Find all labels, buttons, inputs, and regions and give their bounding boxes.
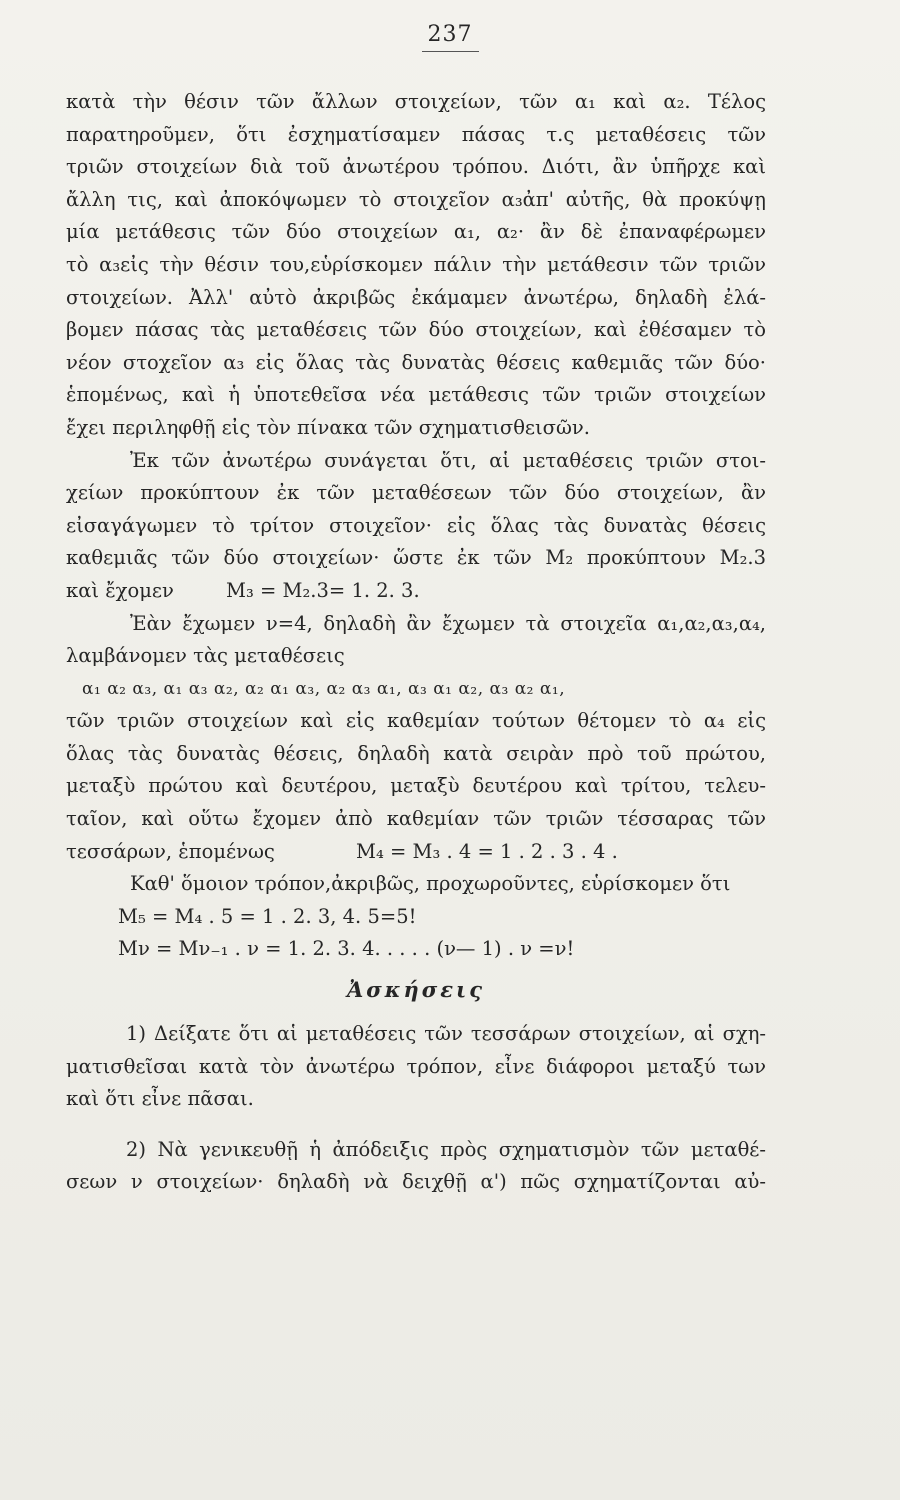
text-line: στοιχείων. Ἀλλ' αὐτὸ ἀκριβῶς ἐκάμαμεν ἀνωτέρω, δηλαδὴ ἐλά- — [66, 285, 766, 309]
formula-line: Mν = Mν₋₁ . ν = 1. 2. 3. 4. . . . . (ν— 1) . ν =ν! — [118, 937, 575, 961]
text-line: Ἐὰν ἔχωμεν ν=4, δηλαδὴ ἂν ἔχωμεν τὰ στοιχεῖα α₁,α₂,α₃,α₄, — [130, 611, 766, 635]
text-line: ὅλας τὰς δυνατὰς θέσεις, δηλαδὴ κατὰ σειρὰν πρὸ τοῦ πρώτου, — [66, 741, 766, 765]
text-line: νέον στοχεῖον α₃ εἰς ὅλας τὰς δυνατὰς θέσεις καθεμιᾶς τῶν δύο· — [66, 350, 766, 374]
text-line: καθεμιᾶς τῶν δύο στοιχείων· ὥστε ἐκ τῶν M₂ προκύπτουν M₂.3 — [66, 546, 766, 570]
text-line: τριῶν στοιχείων διὰ τοῦ ἀνωτέρου τρόπου. Διότι, ἂν ὑπῆρχε καὶ — [66, 155, 766, 179]
text-line: Ἐκ τῶν ἀνωτέρω συνάγεται ὅτι, αἱ μεταθέσεις τριῶν στοι- — [130, 448, 766, 472]
exercise-line: σεων ν στοιχείων· δηλαδὴ νὰ δειχθῇ α') πῶς σχηματίζονται αὐ- — [66, 1170, 766, 1194]
text-line: ταῖον, καὶ οὕτω ἔχομεν ἀπὸ καθεμίαν τῶν τριῶν τέσσαρας τῶν — [66, 807, 766, 831]
text-line: Καθ' ὅμοιον τρόπον,ἀκριβῶς, προχωροῦντες, εὑρίσκομεν ὅτι — [130, 872, 731, 896]
formula: M₄ = M₃ . 4 = 1 . 2 . 3 . 4 . — [356, 839, 618, 863]
text-line: χείων προκύπτουν ἐκ τῶν μεταθέσεων τῶν δύο στοιχείων, ἂν — [66, 481, 766, 505]
exercise-line: 1) Δείξατε ὅτι αἱ μεταθέσεις τῶν τεσσάρων στοιχείων, αἱ σχη- — [126, 1022, 766, 1046]
exercise-line: καὶ ὅτι εἶνε πᾶσαι. — [66, 1087, 254, 1111]
formula-line: M₅ = M₄ . 5 = 1 . 2. 3, 4. 5=5! — [118, 904, 417, 928]
text-line: εἰσαγάγωμεν τὸ τρίτον στοιχεῖον· εἰς ὅλας τὰς δυνατὰς θέσεις — [66, 513, 766, 537]
spacer — [66, 1116, 766, 1134]
body-text — [66, 86, 766, 1199]
formula-label: καὶ ἔχομεν — [66, 578, 174, 602]
text-line: μεταξὺ πρώτου καὶ δευτέρου, μεταξὺ δευτέρου καὶ τρίτου, τελευ- — [66, 774, 766, 798]
formula-label: τεσσάρων, ἑπομένως — [66, 839, 275, 863]
exercise-line: ματισθεῖσαι κατὰ τὸν ἀνωτέρω τρόπον, εἶνε διάφοροι μεταξύ των — [66, 1054, 766, 1078]
text-line: κατὰ τὴν θέσιν τῶν ἄλλων στοιχείων, τῶν α₁ καὶ α₂. Τέλος — [66, 90, 766, 113]
page-number: 237 — [0, 22, 900, 47]
spacer — [66, 1010, 766, 1018]
text-line: παρατηροῦμεν, ὅτι ἐσχηματίσαμεν πάσας τ.ς μεταθέσεις τῶν — [66, 122, 766, 146]
text-line: μία μετάθεσις τῶν δύο στοιχείων α₁, α₂· ἂν δὲ ἐπαναφέρωμεν — [66, 220, 766, 244]
text-line: ἔχει περιληφθῇ εἰς τὸν πίνακα τῶν σχηματισθεισῶν. — [66, 415, 590, 439]
text-line: ἑπομένως, καὶ ἡ ὑποτεθεῖσα νέα μετάθεσις τῶν τριῶν στοιχείων — [66, 383, 766, 407]
exercise-line: 2) Νὰ γενικευθῇ ἡ ἀπόδειξις πρὸς σχηματισμὸν τῶν μεταθέ- — [126, 1137, 766, 1161]
permutations-line: α₁ α₂ α₃, α₁ α₃ α₂, α₂ α₁ α₃, α₂ α₃ α₁, α₃ α₁ α₂, α₃ α₂ α₁, — [82, 678, 566, 699]
text-line: τὸ α₃εἰς τὴν θέσιν του,εὑρίσκομεν πάλιν τὴν μετάθεσιν τῶν τριῶν — [66, 252, 766, 276]
formula-line — [66, 836, 766, 869]
exercises-heading: Ἀσκήσεις — [347, 977, 485, 1003]
formula: M₃ = M₂.3= 1. 2. 3. — [226, 578, 420, 602]
text-line: βομεν πάσας τὰς μεταθέσεις τῶν δύο στοιχείων, καὶ ἐθέσαμεν τὸ — [66, 318, 766, 342]
text-line: λαμβάνομεν τὰς μεταθέσεις — [66, 644, 345, 668]
text-line: τῶν τριῶν στοιχείων καὶ εἰς καθεμίαν τούτων θέτομεν τὸ α₄ εἰς — [66, 709, 766, 733]
text-line: ἄλλη τις, καὶ ἀποκόψωμεν τὸ στοιχεῖον α₃ἀπ' αὐτῆς, θὰ προκύψῃ — [66, 187, 766, 211]
formula-line — [66, 575, 766, 608]
